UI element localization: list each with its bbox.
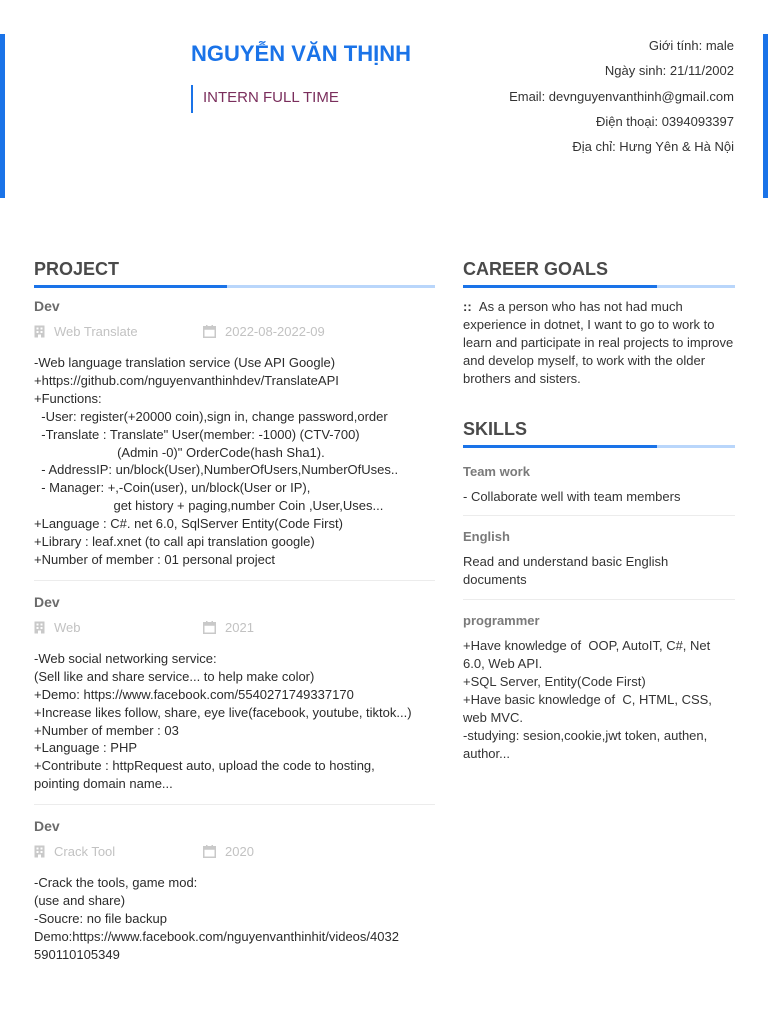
career-goal-prefix: :: (463, 299, 472, 314)
skills-section-title: SKILLS (463, 418, 528, 439)
project-role: Dev (34, 298, 60, 314)
skill-name: programmer (463, 613, 540, 629)
skill-item (463, 611, 735, 772)
project-meta (34, 842, 435, 864)
position-title: INTERN FULL TIME (203, 89, 339, 106)
project-date: 2020 (225, 844, 254, 860)
project-date: 2022-08-2022-09 (225, 324, 325, 339)
candidate-name: NGUYỄN VĂN THỊNH (191, 41, 412, 66)
project-section-divider (34, 285, 435, 288)
calendar-icon (203, 845, 216, 858)
calendar-icon (203, 325, 216, 338)
project-role: Dev (34, 593, 60, 610)
skill-description: +Have knowledge of OOP, AutoIT, C#, Net 6.0, Web API. +SQL Server, Entity(Code First) +Have basic knowledge of C, HTML, CSS, web MVC. -studying: sesion,cookie,jwt token, authen, author... (463, 638, 712, 761)
project-name: Web Translate (54, 324, 138, 339)
building-icon (34, 845, 45, 858)
career-section-title: CAREER GOALS (463, 259, 609, 279)
project-item (34, 296, 435, 581)
skills-section-divider (463, 445, 735, 448)
project-description: -Web language translation service (Use API Google) +https://github.com/nguyenvanthinhdev/TranslateAPI +Functions: -User: register(+20000 coin),sign in, change password,order -Translate : Translate" User(member: -1000) (CTV-700) (Admin -0)" OrderCode(hash Sha1). - AddressIP: un/block(User),NumberOfUsers,NumberOfUses.. - Manager: +,-Coin(user), un/block(User or IP), get history + paging,number Coin ,User,Uses... +Language : C#. net 6.0, SqlServer Entity(Code First) +Library : leaf.xnet (to call api translation google) +Number of member : 01 personal project (34, 355, 399, 567)
project-name: Crack Tool (54, 844, 116, 860)
project-description: -Crack the tools, game mod: (use and share) -Soucre: no file backup Demo:https://www.facebook.com/nguyenvanthinhit/videos/4032 590110105349 (34, 875, 399, 962)
project-description: -Web social networking service: (Sell like and share service... to help make color) +Demo: https://www.facebook.com/5540271749337170 +Increase likes follow, share, eye live(facebook, youtube, tiktok...) +Number of member : 03 +Language : PHP +Contribute : httpRequest auto, upload the code to hosting, pointing domain name... (34, 650, 412, 792)
position-block (191, 85, 339, 113)
project-date: 2021 (225, 619, 254, 635)
building-icon (34, 621, 45, 634)
contact-phone: Điện thoại: 0394093397 (595, 113, 734, 129)
skill-description: - Collaborate well with team members (463, 488, 681, 504)
skill-item (463, 462, 735, 517)
career-goal-text (463, 298, 735, 388)
project-column (34, 258, 435, 986)
contact-gender: Giới tính: male (648, 38, 734, 53)
contact-info (509, 33, 734, 159)
project-meta (34, 322, 435, 344)
building-icon (34, 325, 45, 338)
contact-address: Địa chỉ: Hưng Yên & Hà Nội (572, 139, 734, 155)
skill-name: Team work (463, 463, 530, 479)
side-column (463, 258, 735, 784)
career-section-divider (463, 285, 735, 288)
project-role: Dev (34, 818, 60, 835)
career-goal-body: As a person who has not had much experience in dotnet, I want to go to work to learn and participate in real projects to improve and develop myself, to work with the older brothers and sisters. (463, 299, 734, 386)
contact-email: Email: devnguyenvanthinh@gmail.com (509, 88, 734, 104)
project-item (34, 592, 435, 805)
project-section-title: PROJECT (34, 259, 120, 279)
left-accent-bar (0, 34, 5, 198)
project-meta (34, 618, 435, 640)
skill-name: English (463, 529, 510, 545)
skill-description: Read and understand basic English documents (463, 554, 672, 588)
skill-item (463, 527, 735, 600)
right-accent-bar (763, 34, 768, 198)
project-item (34, 816, 435, 975)
project-name: Web (54, 619, 81, 635)
contact-birthday: Ngày sinh: 21/11/2002 (604, 63, 734, 79)
calendar-icon (203, 621, 216, 634)
